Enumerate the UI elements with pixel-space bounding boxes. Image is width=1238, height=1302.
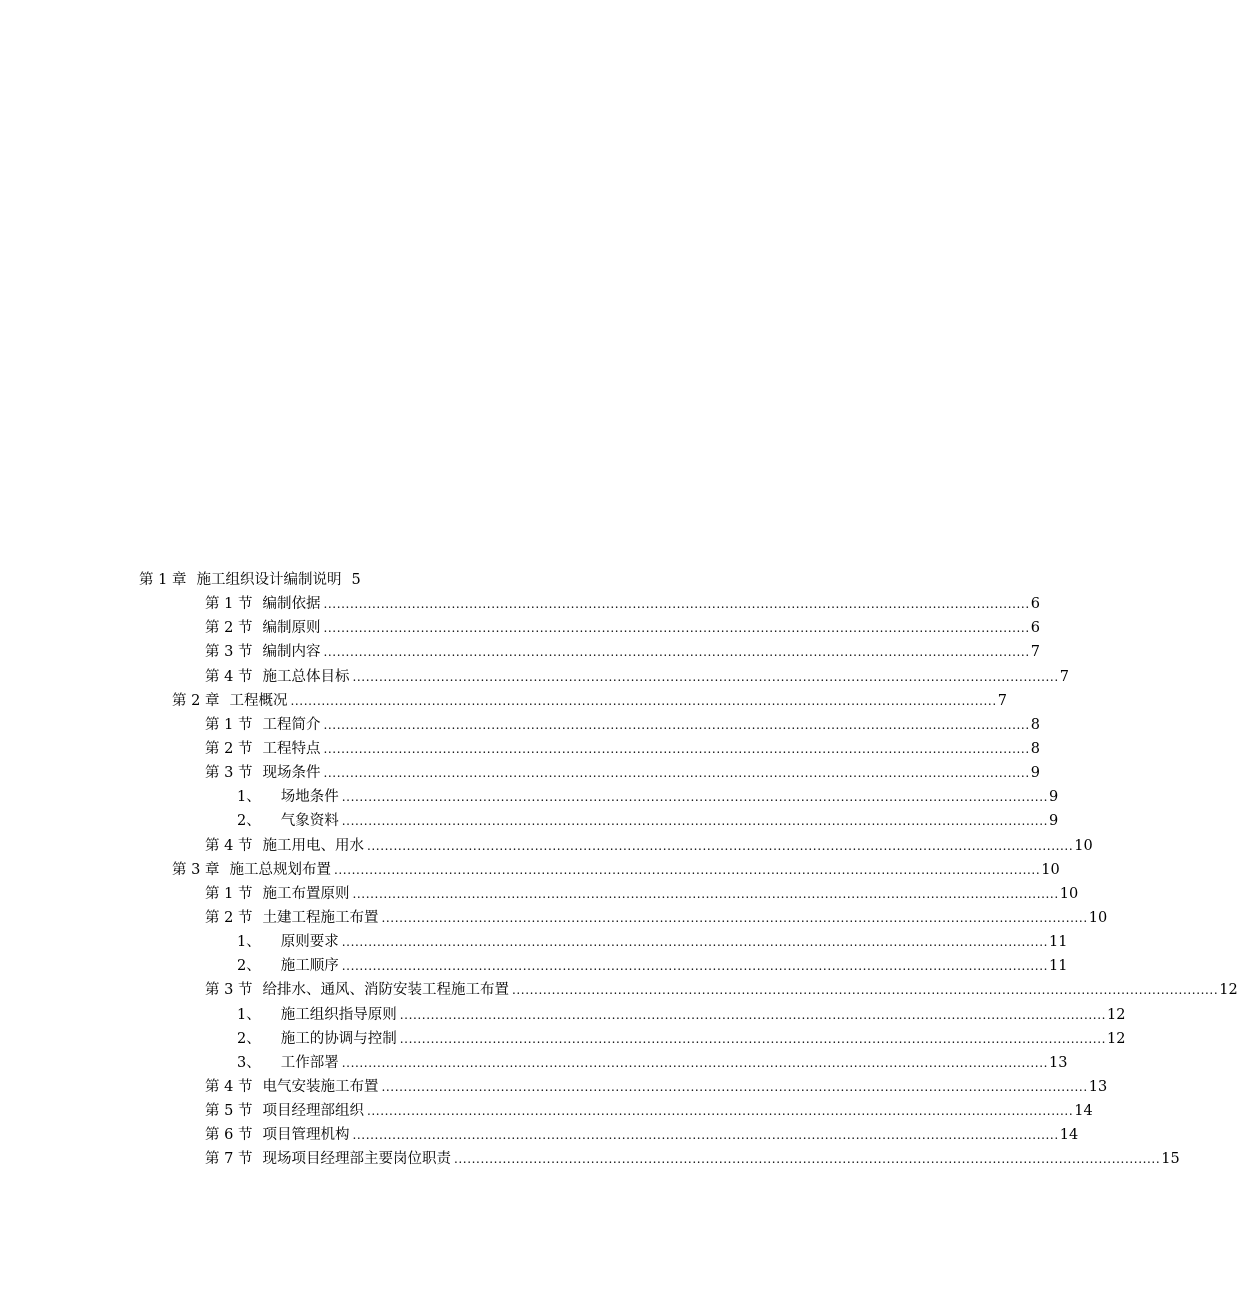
toc-chapter[interactable] xyxy=(0,689,1007,713)
toc-section[interactable] xyxy=(0,978,1238,1002)
leader-dots: ................................................................................................................................................................ xyxy=(290,693,997,708)
toc-page-number: 11 xyxy=(1049,958,1068,975)
leader-dots: ................................................................................................................................................................ xyxy=(511,983,1219,998)
toc-page-number: 12 xyxy=(1107,1006,1126,1023)
leader-dots: ................................................................................................................................................................ xyxy=(453,1152,1161,1167)
toc-number: 第 4 节 xyxy=(205,668,253,685)
toc-page-number: 14 xyxy=(1059,1127,1079,1144)
toc-section[interactable] xyxy=(0,713,1040,737)
toc-number: 第 1 节 xyxy=(205,716,253,733)
toc-subsection[interactable] xyxy=(0,954,1068,978)
toc-section[interactable] xyxy=(0,1147,1180,1171)
toc-title: 场地条件 xyxy=(280,789,339,806)
toc-section[interactable] xyxy=(0,1123,1079,1147)
toc-page-number: 14 xyxy=(1074,1103,1093,1120)
leader-dots: ................................................................................................................................................................ xyxy=(352,886,1059,901)
toc-page-number: 7 xyxy=(1059,668,1069,685)
toc-subsection[interactable] xyxy=(0,1003,1126,1027)
toc-page-number: 10 xyxy=(1059,885,1079,902)
leader-dots: ................................................................................................................................................................ xyxy=(323,717,1030,732)
toc-number: 第 6 节 xyxy=(205,1127,253,1144)
leader-dots: ................................................................................................................................................................ xyxy=(323,597,1030,612)
toc-subsection[interactable] xyxy=(0,1027,1126,1051)
toc-number: 3、 xyxy=(237,1054,261,1071)
toc-page-number: 7 xyxy=(997,692,1007,709)
leader-dots: ................................................................................................................................................................ xyxy=(333,862,1041,877)
toc-number: 第 1 节 xyxy=(205,596,253,613)
toc-section[interactable] xyxy=(0,1075,1108,1099)
toc-title: 施工总体目标 xyxy=(262,668,350,685)
toc-title: 工作部署 xyxy=(280,1054,339,1071)
toc-title: 施工的协调与控制 xyxy=(280,1030,397,1047)
toc-section[interactable] xyxy=(0,737,1040,761)
toc-chapter[interactable] xyxy=(0,568,920,592)
toc-page-number: 6 xyxy=(1030,620,1040,637)
toc-page-number: 5 xyxy=(351,572,361,588)
toc-title: 气象资料 xyxy=(280,813,339,830)
leader-dots: ................................................................................................................................................................ xyxy=(381,1079,1088,1094)
toc-page-number: 12 xyxy=(1107,1030,1126,1047)
leader-dots: ................................................................................................................................................................ xyxy=(399,1007,1107,1022)
toc-title: 编制依据 xyxy=(262,596,321,613)
toc-page-number: 9 xyxy=(1049,813,1059,830)
leader-dots: ................................................................................................................................................................ xyxy=(341,935,1049,950)
toc-page-number: 15 xyxy=(1161,1151,1180,1168)
toc-page-number: 9 xyxy=(1030,765,1040,782)
toc-number: 第 4 节 xyxy=(205,1078,253,1095)
toc-title: 施工顺序 xyxy=(280,958,339,975)
toc-chapter[interactable] xyxy=(0,858,1060,882)
leader-dots: ................................................................................................................................................................ xyxy=(381,910,1088,925)
toc-section[interactable] xyxy=(0,761,1040,785)
leader-dots: ................................................................................................................................................................ xyxy=(323,621,1030,636)
toc-number: 第 2 节 xyxy=(205,909,253,926)
toc-title: 编制原则 xyxy=(262,620,321,637)
toc-page-number: 7 xyxy=(1030,644,1040,661)
toc-section[interactable] xyxy=(0,616,1040,640)
toc-page-number: 13 xyxy=(1088,1078,1108,1095)
toc-number: 2、 xyxy=(237,1030,261,1047)
toc-title: 原则要求 xyxy=(280,934,339,951)
toc-number: 2、 xyxy=(237,813,261,830)
leader-dots: ................................................................................................................................................................ xyxy=(366,1104,1074,1119)
toc-title: 施工用电、用水 xyxy=(262,837,364,854)
toc-section[interactable] xyxy=(0,1099,1093,1123)
toc-title: 施工组织指导原则 xyxy=(280,1006,397,1023)
leader-dots: ................................................................................................................................................................ xyxy=(399,1031,1107,1046)
toc-number: 第 4 节 xyxy=(205,837,253,854)
toc-page-number: 11 xyxy=(1049,934,1068,951)
toc-title: 给排水、通风、消防安装工程施工布置 xyxy=(262,982,509,999)
toc-page-number: 13 xyxy=(1049,1054,1068,1071)
toc-number: 第 5 节 xyxy=(205,1103,253,1120)
toc-page-number: 6 xyxy=(1030,596,1040,613)
leader-dots: ................................................................................................................................................................ xyxy=(323,766,1030,781)
toc-number: 第 2 节 xyxy=(205,740,253,757)
toc-title: 施工总规划布置 xyxy=(229,861,331,878)
toc-number: 第 2 章 xyxy=(172,692,220,709)
toc-page-number: 12 xyxy=(1219,982,1238,999)
leader-dots: ................................................................................................................................................................ xyxy=(341,814,1049,829)
toc-section[interactable] xyxy=(0,665,1069,689)
toc-page-number: 9 xyxy=(1049,789,1059,806)
toc-number: 1、 xyxy=(237,934,261,951)
leader-dots: ................................................................................................................................................................ xyxy=(352,1128,1059,1143)
toc-subsection[interactable] xyxy=(0,1051,1068,1075)
leader-dots: ................................................................................................................................................................ xyxy=(352,669,1059,684)
toc-number: 第 1 章 xyxy=(139,572,187,588)
toc-title: 现场条件 xyxy=(262,765,321,782)
toc-page-number: 8 xyxy=(1030,716,1040,733)
toc-number: 第 3 章 xyxy=(172,861,220,878)
toc-number: 1、 xyxy=(237,789,261,806)
toc-number: 第 7 节 xyxy=(205,1151,253,1168)
toc-section[interactable] xyxy=(0,906,1108,930)
leader-dots: ................................................................................................................................................................ xyxy=(366,838,1074,853)
toc-number: 2、 xyxy=(237,958,261,975)
toc-page-number: 10 xyxy=(1041,861,1060,878)
leader-dots: ................................................................................................................................................................ xyxy=(341,790,1049,805)
toc-page-number: 8 xyxy=(1030,740,1040,757)
toc-title: 工程特点 xyxy=(262,740,321,757)
toc-title: 土建工程施工布置 xyxy=(262,909,379,926)
toc-section[interactable] xyxy=(0,592,1040,616)
toc-title: 工程概况 xyxy=(229,692,288,709)
leader-dots: ................................................................................................................................................................ xyxy=(323,645,1030,660)
leader-dots: ................................................................................................................................................................ xyxy=(341,959,1049,974)
toc-subsection[interactable] xyxy=(0,785,1059,809)
toc-number: 第 3 节 xyxy=(205,982,253,999)
toc-subsection[interactable] xyxy=(0,809,1059,833)
table-of-contents xyxy=(0,568,1238,1172)
toc-title: 现场项目经理部主要岗位职责 xyxy=(262,1151,451,1168)
toc-title: 施工布置原则 xyxy=(262,885,350,902)
toc-number: 第 3 节 xyxy=(205,644,253,661)
toc-title: 项目经理部组织 xyxy=(262,1103,364,1120)
toc-title: 项目管理机构 xyxy=(262,1127,350,1144)
toc-title: 电气安装施工布置 xyxy=(262,1078,379,1095)
toc-number: 第 2 节 xyxy=(205,620,253,637)
toc-subsection[interactable] xyxy=(0,930,1068,954)
toc-page-number: 10 xyxy=(1088,909,1108,926)
toc-section[interactable] xyxy=(0,882,1079,906)
toc-number: 第 3 节 xyxy=(205,765,253,782)
toc-page-number: 10 xyxy=(1074,837,1093,854)
toc-section[interactable] xyxy=(0,640,1040,664)
leader-dots: ................................................................................................................................................................ xyxy=(341,1055,1049,1070)
toc-number: 1、 xyxy=(237,1006,261,1023)
toc-title: 编制内容 xyxy=(262,644,321,661)
leader-dots: ................................................................................................................................................................ xyxy=(323,741,1030,756)
toc-title: 工程简介 xyxy=(262,716,321,733)
toc-number: 第 1 节 xyxy=(205,885,253,902)
toc-title: 施工组织设计编制说明 xyxy=(196,572,342,588)
toc-section[interactable] xyxy=(0,834,1093,858)
